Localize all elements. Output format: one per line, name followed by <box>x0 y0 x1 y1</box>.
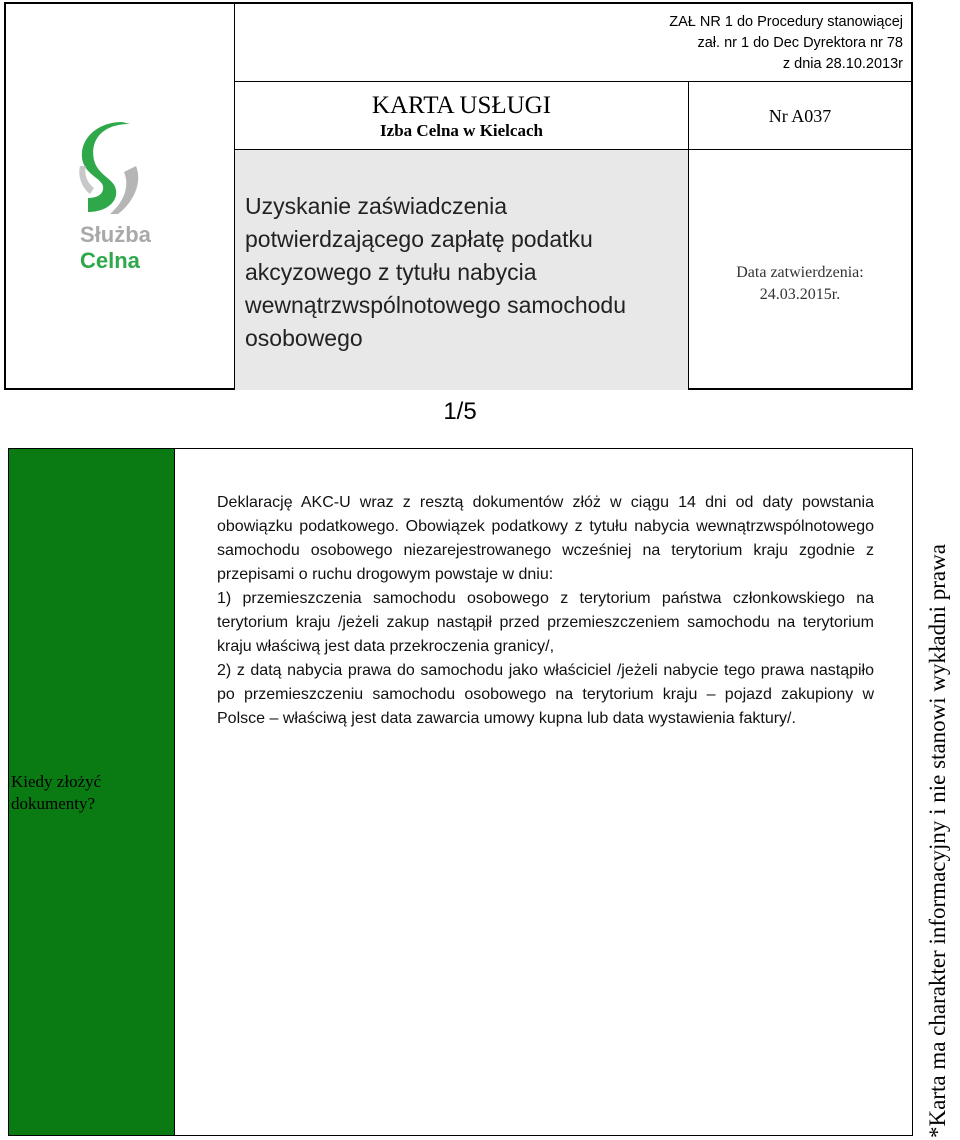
page-number: 1/5 <box>443 398 477 425</box>
card-title: KARTA USŁUGI <box>371 92 552 119</box>
card-number: Nr A037 <box>688 82 911 150</box>
annotation <box>234 4 911 82</box>
logo <box>6 82 234 390</box>
logo-line1: Służba <box>80 222 151 247</box>
annotation-line3: z dnia 28.10.2013r <box>782 56 903 72</box>
section-item-2: 2) z datą nabycia prawa do samochodu jako właściciel /jeżeli nabycie tego prawa nastąpiło po przemieszczeniu samochodu osobowego na terytorium kraju – pojazd zakupiony w Polsce – właściwą jest data zawarcia umowy kupna lub data wystawienia faktury/. <box>217 662 874 727</box>
card-title-cell <box>234 82 688 150</box>
header-table <box>4 2 913 390</box>
section-content <box>175 448 913 1136</box>
section-item-1: 1) przemieszczenia samochodu osobowego z terytorium państwa członkowskiego na terytorium kraju /jeżeli zakup nastąpił przed przemieszczeniem samochodu na terytorium kraju właściwą jest data przekroczenia granicy/, <box>217 590 874 655</box>
annotation-line2: zał. nr 1 do Dec Dyrektora nr 78 <box>697 35 903 51</box>
section-label: Kiedy złożyć dokumenty? <box>9 767 123 819</box>
section-paragraph: Deklarację AKC-U wraz z resztą dokumentów złóż w ciągu 14 dni od daty powstania obowiązku podatkowego. Obowiązek podatkowy z tytułu nabycia wewnątrzwspólnotowego samochodu osobowego niezarejestrowanego wcześniej na terytorium kraju zgodnie z przepisami o ruchu drogowym powstaje w dniu: <box>217 494 874 583</box>
section-sidebar <box>8 448 175 1136</box>
approval-label: Data zatwierdzenia: <box>736 264 864 281</box>
disclaimer: *Karta ma charakter informacyjny i nie stanowi wykładni prawa <box>925 544 950 1138</box>
approval-cell <box>688 150 911 390</box>
logo-text <box>80 222 151 274</box>
card-subtitle: Izba Celna w Kielcach <box>380 121 543 140</box>
approval-date: 24.03.2015r. <box>759 286 841 303</box>
logo-line2: Celna <box>80 248 140 273</box>
annotation-line1: ZAŁ NR 1 do Procedury stanowiącej <box>669 14 903 30</box>
service-name: Uzyskanie zaświadczenia potwierdzającego zapłatę podatku akcyzowego z tytułu nabycia wewnątrzwspólnotowego samochodu osobowego <box>234 150 688 390</box>
sluzba-celna-logo-icon <box>70 120 150 220</box>
